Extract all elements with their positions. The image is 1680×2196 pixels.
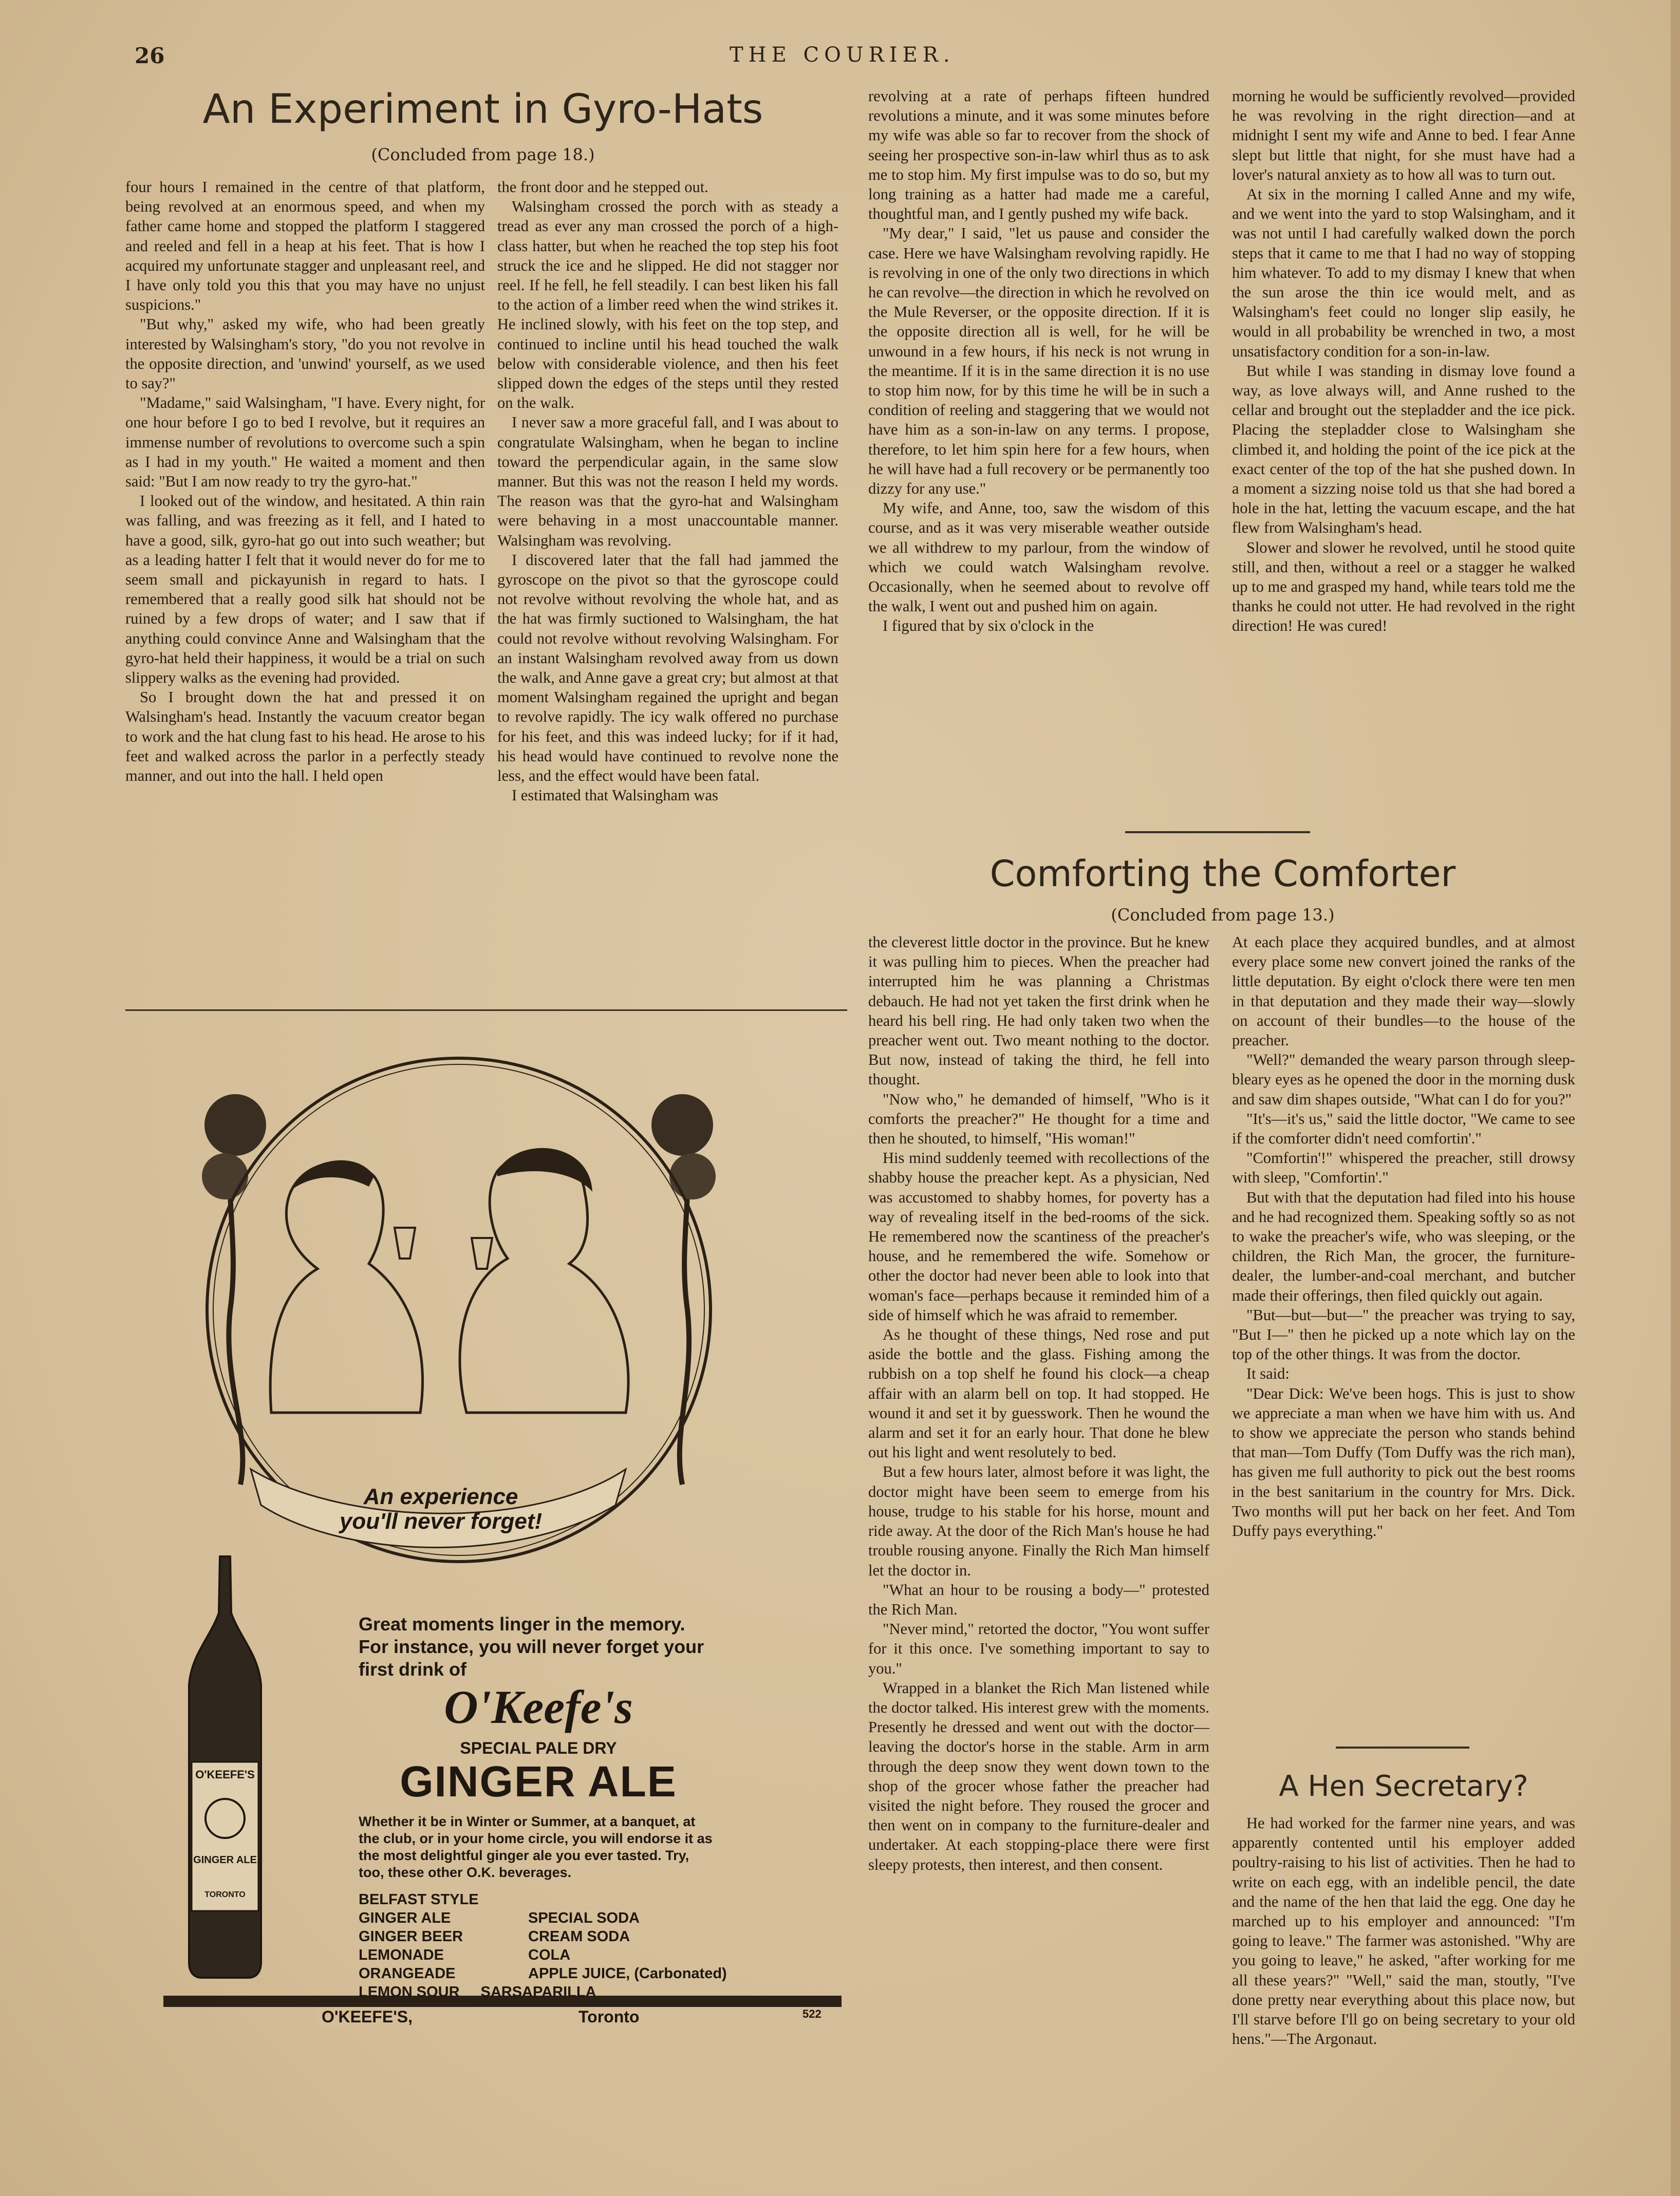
paragraph: Walsingham crossed the porch with as steady a tread as ever any man crossed the porch of a high-class hatter, but when he reached the top step his foot struck the ice and he slipped. He did not stagger nor reel. If he fell, he fell steadily. I can best liken his fall to the action of a limber reed when the wind strikes it. He inclined slowly, with his feet on the top step, and continued to incline until his head touched the walk below with considerable violence, and then his feet slipped down the edges of the steps until they rested on the walk. (497, 198, 838, 412)
paragraph: "Comfortin'!" whispered the preacher, still drowsy with sleep, "Comfortin'." (1232, 1149, 1575, 1187)
paragraph: the cleverest little doctor in the province. But he knew it was pulling him to pieces. When the preacher had interrupted him he was planning a Christmas debauch. He had not yet taken the first drink when he heard his bell ring. He had only taken two when the preacher went out. Two meant nothing to the doctor. But now, instead of taking the third, he fell into thought. (868, 933, 1209, 1088)
article-title: Comforting the Comforter (990, 853, 1456, 895)
beverage-item: APPLE JUICE, (Carbonated) (528, 1965, 727, 1982)
paragraph: revolving at a rate of perhaps fifteen hundred revolutions a minute, and it was some minutes before my wife was able so far to recover from the shock of seeing her prospective son-in-law whirl thus as to ask me to stop him. My first impulse was to do so, but my long training as a hatter had made me a careful, thoughtful man, and I gently pushed my wife back. (868, 87, 1209, 223)
paragraph: "My dear," I said, "let us pause and consider the case. Here we have Walsingham revolving rapidly. He is revolving in one of the only two directions in which he can revolve—the direction in which he revolved on the Mule Reverser, or the opposite direction. If it is the opposite direction all is well, for he will be unwound in a few hours, if his neck is not wrung in the meantime. If it is in the same direction it is no use to stop him now, for by this time he will be in such a condition of reeling and staggering that we would not have him as a son-in-law on any terms. I propose, therefore, to let him spin here for a few hours, when he will have had a full recovery or be permanently too dizzy for any use." (868, 224, 1209, 498)
beverage-item (528, 1890, 744, 1909)
ad-footer-city: Toronto (574, 2007, 643, 2026)
beverage-item: CREAM SODA (528, 1928, 630, 1945)
bottle-label-bottom: TORONTO (204, 1890, 246, 1899)
ad-code: 522 (800, 2007, 824, 2021)
page-header (0, 43, 1680, 74)
publication-name: THE COURIER. (730, 43, 955, 67)
paragraph: I figured that by six o'clock in the (883, 617, 1094, 635)
article-column (868, 932, 1209, 1874)
paragraph: "Dear Dick: We've been hogs. This is just to show we appreciate a man when we have him with us. And to show we appreciate the person who stands behind that man—Tom Duffy (Tom Duffy was the rich man), has given me full authority to pick out the best rooms in the best sanitarium in the country for Mrs. Dick. Two months will put her back on her feet. And Tom Duffy pays everything." (1232, 1384, 1575, 1540)
page-number: 26 (135, 43, 165, 68)
paragraph: "But why," asked my wife, who had been greatly interested by Walsingham's story, "do you not revolve in the opposite direction, and 'unwind' yourself, as we used to say?" (125, 315, 485, 392)
grape-cluster-icon (204, 1094, 266, 1156)
paragraph: "Well?" demanded the weary parson through sleep-bleary eyes as he opened the door in the morning dusk and saw dim shapes outside, "What can I do for you?" (1232, 1051, 1575, 1108)
article-title: A Hen Secretary? (1279, 1770, 1528, 1803)
paragraph: But with that the deputation had filed into his house and he had recognized them. Speaking softly so as not to wake the preacher's wife, who was sleeping, or the children, the Rich Man, the grocer, the furniture-dealer, the lumber-and-coal merchant, and butcher made their offerings, then filed quickly out again. (1232, 1188, 1575, 1304)
paragraph: "What an hour to be rousing a body—" protested the Rich Man. (868, 1581, 1209, 1618)
bottle-label-mid: GINGER ALE (193, 1854, 257, 1866)
paragraph: As he thought of these things, Ned rose and put aside the bottle and the glass. Fishing among the rubbish on a top shelf he found his clock—a cheap affair with an alarm bell on top. It had stopped. He wound it and set it by guesswork. Then he wound the alarm and set it for an early hour. That done he blew out his light and went resolutely to bed. (868, 1326, 1209, 1461)
paragraph: His mind suddenly teemed with recollections of the shabby house the preacher kept. As a physician, Ned was accustomed to shabby homes, for poverty has a way of revealing itself in the bed-rooms of the sick. He remembered now the scantiness of the preacher's house, and he remembered the wife. Somehow or other the doctor had never been able to look into that woman's face—perhaps because it reminded him of a side of himself which he was afraid to remember. (868, 1149, 1209, 1324)
article-continuation: (Concluded from page 13.) (1111, 905, 1335, 925)
beverage-item: COLA (528, 1947, 571, 1963)
okeefes-advertisement (163, 1022, 847, 2024)
section-divider (1336, 1747, 1469, 1749)
article-column (125, 177, 485, 785)
beverage-list-right (528, 1890, 744, 1983)
article-column (1232, 1813, 1575, 2049)
bottle-label-top: O'KEEFE'S (195, 1768, 255, 1781)
paragraph: I discovered later that the fall had jammed the gyroscope on the pivot so that the gyroscope could not revolve without revolving the whole hat, and as the hat was firmly suctioned to Walsingham, the hat could not revolve without revolving Walsingham. For an instant Walsingham revolved away from us down the walk, and Anne gave a great cry; but almost at that moment Walsingham regained the upright and began to revolve rapidly. The icy walk offered no purchase for his feet, and this was indeed lucky; for if it had, his head would have continued to revolve none the less, and the effect would have been fatal. (497, 551, 839, 785)
beverage-item: SARSAPARILLA (480, 1984, 596, 2000)
paragraph: "Madame," said Walsingham, "I have. Every night, for one hour before I go to bed I revolve, but it requires an immense number of revolutions to overcome such a spin as I had in my youth." He waited a moment and then said: "But I am now ready to try the gyro-hat." (125, 394, 485, 491)
paragraph: I never saw a more graceful fall, and I was about to congratulate Walsingham, when he began to incline toward the perpendicular again, in the same slow manner. But this was not the reason I held my words. The reason was that the gyro-hat and Walsingham were behaving in a most unaccountable manner. Walsingham was revolving. (497, 414, 838, 549)
article-continuation: (Concluded from page 18.) (371, 145, 595, 164)
beverage-item: LEMON SOUR (359, 1984, 460, 2000)
ad-brand: O'Keefe's (444, 1681, 633, 1733)
paragraph: "But—but—but—" the preacher was trying to say, "But I—" then he picked up a note which lay on the top of the other things. It was from the doctor. (1232, 1306, 1575, 1363)
section-divider (125, 1009, 847, 1011)
ad-subhead: SPECIAL PALE DRY (460, 1739, 617, 1757)
beverage-item: GINGER BEER (359, 1928, 463, 1945)
beverage-item: LEMONADE (359, 1947, 444, 1963)
article-column (1232, 86, 1575, 636)
paragraph: "Now who," he demanded of himself, "Who is it comforts the preacher?" He thought for a time and then he shouted, to himself, "His woman!" (868, 1090, 1209, 1148)
paragraph: the front door and he stepped out. (497, 178, 708, 196)
paragraph: He had worked for the farmer nine years, and was apparently contented until his employer added poultry-raising to his list of activities. Then he had to write on each egg, with an indelible pencil, the date and the name of the hen that laid the egg. One day he marched up to his employer and announced: "I'm going to leave." The farmer was astonished. "Why are you going to leave," he asked, "after working for me all these years?" "Well," said the man, stoutly, "I've done pretty near everything about this place now, but I'll starve before I'll go on being secretary to your old hens."—The Argonaut. (1232, 1814, 1575, 2048)
ad-product: GINGER ALE (400, 1757, 677, 1806)
grape-cluster-icon (651, 1094, 713, 1156)
paragraph: I looked out of the window, and hesitated. A thin rain was falling, and was freezing as it fell, and I hated to have a good, silk, gyro-hat go out into such weather; but as a leading hatter I felt that it would never do for me to seem small and pickayunish in regard to hats. I remembered that a really good silk hat should not be ruined by a few drops of water; and I saw that if anything could convince Anne and Walsingham that the gyro-hat held their happiness, it would be a trial on such slippery walks as the evening had provided. (125, 492, 485, 687)
beverage-item: BELFAST STYLE GINGER ALE (359, 1891, 479, 1926)
ad-intro: Great moments linger in the memory. For instance, you will never forget your first drink of (359, 1613, 704, 1680)
paragraph: morning he would be sufficiently revolved—provided he was revolving in the right direction—and at midnight I sent my wife and Anne to bed. I fear Anne slept but little that night, for she must have had a lover's natural anxiety as to how all was to turn out. (1232, 87, 1575, 183)
paragraph: My wife, and Anne, too, saw the wisdom of this course, and as it was very miserable weather outside we all withdrew to my parlour, from the window of which we could watch Walsingham revolve. Occasionally, when he seemed about to revolve off the walk, I went out and pushed him on again. (868, 499, 1209, 615)
article-title: An Experiment in Gyro-Hats (202, 86, 763, 133)
ad-slogan: An experience you'll never forget! (339, 1484, 543, 1534)
paragraph: So I brought down the hat and pressed it on Walsingham's head. Instantly the vacuum creator began to work and the hat clung fast to his head. He arose to his feet and walked across the parlor in a perfectly steady manner, and out into the hall. I held open (125, 688, 485, 785)
paragraph: four hours I remained in the centre of that platform, being revolved at an enormous speed, and when my father came home and stopped the platform I staggered and reeled and fell in a heap at his feet. That is how I acquired my unfortunate stagger and unpleasant reel, and I have only told you this that you may have no unjust suspicions." (125, 178, 485, 314)
paragraph: "Never mind," retorted the doctor, "You wont suffer for it this once. I've something important to say to you." (868, 1620, 1209, 1677)
paragraph: It said: (1246, 1365, 1290, 1383)
paragraph: But a few hours later, almost before it was light, the doctor might have been seem to emerge from his house, trudge to his stable for his horse, mount and ride away. At the door of the Rich Man's house he had trouble rousing anyone. Finally the Rich Man himself let the doctor in. (868, 1463, 1209, 1579)
paragraph: Wrapped in a blanket the Rich Man listened while the doctor talked. His interest grew with the moments. Presently he dressed and went out with the doctor—leaving the doctor's horse in the stable. Arm in arm through the deep snow they went down town to the shop of the grocer whose father the preacher had visited the night before. They roused the grocer and then went on in company to the furniture-dealer and undertaker. At each stopping-place there were first sleepy protests, then interest, and then consent. (868, 1679, 1209, 1873)
beverage-item: SPECIAL SODA (528, 1910, 640, 1926)
article-column (1232, 932, 1575, 1541)
paragraph: "It's—it's us," said the little doctor, "We came to see if the comforter didn't need comfortin'." (1232, 1110, 1575, 1148)
page-edge (1671, 0, 1680, 2196)
section-divider (1125, 831, 1310, 833)
ad-body: Whether it be in Winter or Summer, at a banquet, at the club, or in your home circle, you will endorse it as the most delightful ginger ale you ever tasted. Try, too, these other O.K. beverages. (359, 1814, 713, 1880)
paragraph: I estimated that Walsingham was (512, 786, 718, 804)
paragraph: But while I was standing in dismay love found a way, as love always will, and Anne rushed to the cellar and brought out the stepladder and the ice pick. Placing the stepladder close to Walsingham she climbed it, and holding the point of the ice pick at the exact center of the top of the hat she pushed down. In a moment a sizzing noise told us that she had bored a hole in the hat, letting the vacuum escape, and the hat flew from Walsingham's head. (1232, 362, 1575, 537)
paragraph: Slower and slower he revolved, until he stood quite still, and then, without a reel or a stagger he walked up to me and grasped my hand, while tears told me the thanks he could not utter. He had revolved in the right direction! He was cured! (1232, 538, 1575, 635)
ad-footer-brand: O'KEEFE'S, (318, 2007, 417, 2026)
paragraph: At each place they acquired bundles, and at almost every place some new convert joined the ranks of the little deputation. By eight o'clock there were ten men in that deputation and they made their way—slowly on account of their bundles—to the house of the preacher. (1232, 933, 1575, 1049)
paragraph: At six in the morning I called Anne and my wife, and we went into the yard to stop Walsingham, and it was not until I had carefully walked down the porch steps that it came to me that I had no way of stopping him whatever. To add to my dismay I knew that when the sun arose the thin ice would melt, and as Walsingham's feet could no longer slip easily, he would in all probability be wrenched in two, a most unsatisfactory condition for a son-in-law. (1232, 185, 1575, 360)
article-column (868, 86, 1209, 636)
beverage-item: ORANGEADE (359, 1965, 456, 1982)
article-column (497, 177, 838, 805)
